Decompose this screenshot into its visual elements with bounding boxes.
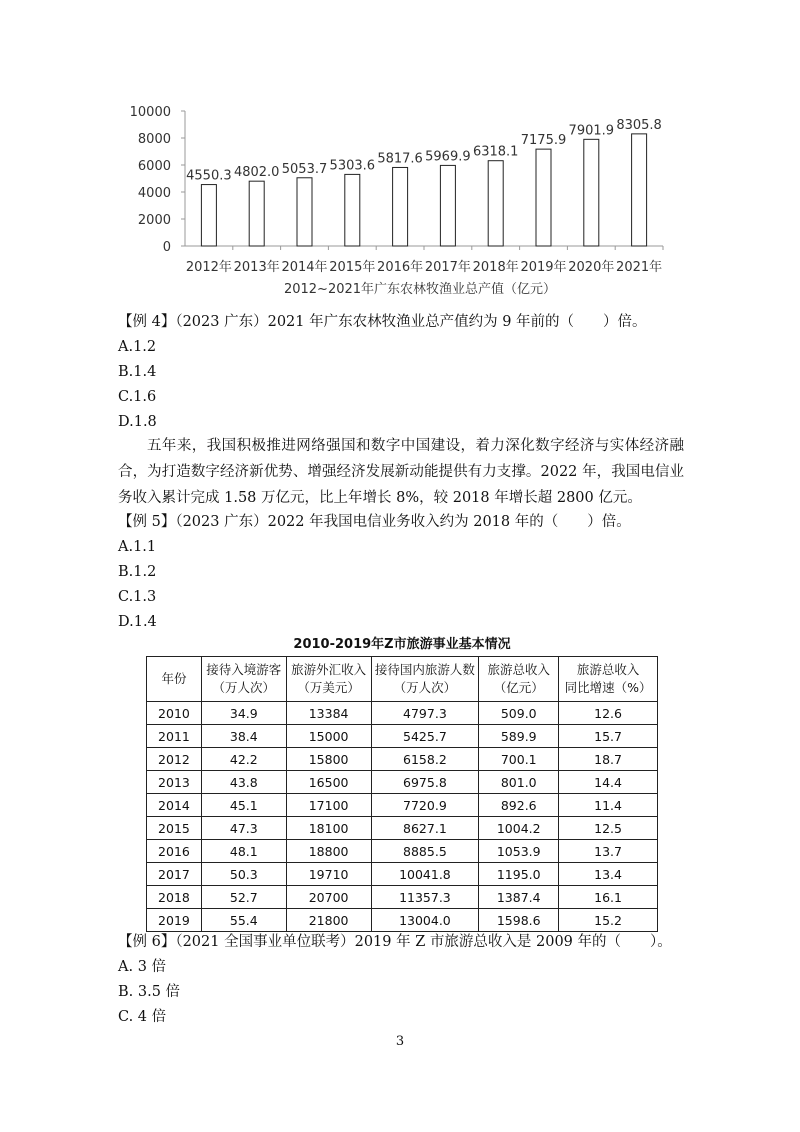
question-5-option-b: B.1.2 <box>118 564 157 580</box>
table-row <box>147 725 658 748</box>
bar <box>632 134 647 246</box>
y-tick-label: 0 <box>162 240 171 255</box>
bar <box>440 165 455 246</box>
question-5-option-d: D.1.4 <box>118 614 157 630</box>
table-cell: 12.5 <box>559 817 658 840</box>
table-cell: 700.1 <box>479 748 559 771</box>
table-cell: 15.2 <box>559 909 658 932</box>
table-cell: 7720.9 <box>371 794 479 817</box>
table-cell: 2016 <box>147 840 202 863</box>
x-tick-label: 2018年 <box>472 260 519 275</box>
table-cell: 15000 <box>286 725 371 748</box>
table-cell: 2017 <box>147 863 202 886</box>
table-row <box>147 886 658 909</box>
x-tick-label: 2019年 <box>520 260 567 275</box>
table-cell: 21800 <box>286 909 371 932</box>
table-row <box>147 817 658 840</box>
table-cell: 34.9 <box>201 702 286 725</box>
table-cell: 13.7 <box>559 840 658 863</box>
table-cell: 2012 <box>147 748 202 771</box>
table-cell: 55.4 <box>201 909 286 932</box>
table-cell: 16.1 <box>559 886 658 909</box>
table-cell: 14.4 <box>559 771 658 794</box>
question-6-option-c: C. 4 倍 <box>118 1009 167 1025</box>
bar-value-label: 5969.9 <box>425 149 471 165</box>
table-cell: 801.0 <box>479 771 559 794</box>
table-cell: 2014 <box>147 794 202 817</box>
question-4-option-d: D.1.8 <box>118 414 157 430</box>
x-tick-label: 2021年 <box>616 260 663 275</box>
question-6-option-a: A. 3 倍 <box>118 959 167 975</box>
table-cell: 42.2 <box>201 748 286 771</box>
bar <box>584 139 599 246</box>
y-tick-label: 8000 <box>137 132 171 147</box>
bar-value-label: 8305.8 <box>616 117 662 133</box>
table-cell: 2018 <box>147 886 202 909</box>
table-cell: 15.7 <box>559 725 658 748</box>
page-number: 3 <box>395 1034 405 1049</box>
header-forex-income: 旅游外汇收入 （万美元） <box>286 657 371 702</box>
table-row <box>147 702 658 725</box>
table-row <box>147 748 658 771</box>
y-tick-label: 4000 <box>137 186 171 201</box>
y-tick-label: 10000 <box>129 105 171 120</box>
passage-paragraph: 五年来，我国积极推进网络强国和数字中国建设，着力深化数字经济与实体经济融合，为打造数字经济新优势、增强经济发展新动能提供有力支撑。2022 年，我国电信业务收入累计完成 1.58 万亿元，比上年增长 8%，较 2018 年增长超 2800 亿元。 <box>118 438 684 506</box>
table-cell: 8885.5 <box>371 840 479 863</box>
table-cell: 1195.0 <box>479 863 559 886</box>
question-4-option-b: B.1.4 <box>118 364 157 380</box>
bar <box>297 178 312 246</box>
table-cell: 6975.8 <box>371 771 479 794</box>
header-income-growth: 旅游总收入 同比增速（%） <box>559 657 658 702</box>
header-inbound-visitors: 接待入境游客 （万人次） <box>201 657 286 702</box>
table-cell: 19710 <box>286 863 371 886</box>
table-cell: 50.3 <box>201 863 286 886</box>
table-cell: 47.3 <box>201 817 286 840</box>
bar-value-label: 7175.9 <box>520 133 567 149</box>
question-4-option-a: A.1.2 <box>118 339 157 355</box>
table-cell: 1004.2 <box>479 817 559 840</box>
bar-value-label: 6318.1 <box>472 144 519 160</box>
y-tick-label: 2000 <box>137 213 171 228</box>
table-cell: 1387.4 <box>479 886 559 909</box>
table-cell: 13384 <box>286 702 371 725</box>
table-cell: 18100 <box>286 817 371 840</box>
bar-chart <box>0 0 800 300</box>
table-cell: 10041.8 <box>371 863 479 886</box>
table-cell: 1053.9 <box>479 840 559 863</box>
tourism-table <box>146 656 658 932</box>
x-tick-label: 2015年 <box>329 260 376 275</box>
bar-value-label: 4802.0 <box>233 165 280 181</box>
bar <box>249 181 264 246</box>
table-cell: 17100 <box>286 794 371 817</box>
table-header-row <box>147 657 658 702</box>
table-cell: 589.9 <box>479 725 559 748</box>
table-cell: 12.6 <box>559 702 658 725</box>
question-4-stem: 【例 4】（2023 广东）2021 年广东农林牧渔业总产值约为 9 年前的（ ）倍。 <box>118 314 647 330</box>
bar-value-label: 5303.6 <box>329 158 376 174</box>
header-domestic-tourists: 接待国内旅游人数 （万人次） <box>371 657 479 702</box>
table-cell: 13004.0 <box>371 909 479 932</box>
question-6-stem: 【例 6】（2021 全国事业单位联考）2019 年 Z 市旅游总收入是 2009 年的（ ）。 <box>118 934 672 950</box>
table-cell: 509.0 <box>479 702 559 725</box>
table-cell: 1598.6 <box>479 909 559 932</box>
bar <box>488 161 503 246</box>
bar <box>201 185 216 246</box>
table-cell: 2011 <box>147 725 202 748</box>
table-cell: 5425.7 <box>371 725 479 748</box>
header-year: 年份 <box>147 657 202 702</box>
table-cell: 8627.1 <box>371 817 479 840</box>
x-tick-label: 2014年 <box>281 260 328 275</box>
bar-value-label: 4550.3 <box>186 168 232 184</box>
table-cell: 2019 <box>147 909 202 932</box>
table-cell: 20700 <box>286 886 371 909</box>
question-5-stem: 【例 5】（2023 广东）2022 年我国电信业务收入约为 2018 年的（ ）倍。 <box>118 514 631 530</box>
bar-value-label: 7901.9 <box>568 123 615 139</box>
table-cell: 38.4 <box>201 725 286 748</box>
table-cell: 892.6 <box>479 794 559 817</box>
table-cell: 4797.3 <box>371 702 479 725</box>
x-tick-label: 2016年 <box>377 260 424 275</box>
table-cell: 48.1 <box>201 840 286 863</box>
x-tick-label: 2020年 <box>568 260 615 275</box>
table-cell: 15800 <box>286 748 371 771</box>
table-cell: 2015 <box>147 817 202 840</box>
table-cell: 18.7 <box>559 748 658 771</box>
question-6-option-b: B. 3.5 倍 <box>118 984 181 1000</box>
table-cell: 2013 <box>147 771 202 794</box>
header-total-income: 旅游总收入 （亿元） <box>479 657 559 702</box>
question-5-option-a: A.1.1 <box>118 539 157 555</box>
table-cell: 18800 <box>286 840 371 863</box>
table-cell: 6158.2 <box>371 748 479 771</box>
bar <box>345 174 360 246</box>
question-5-option-c: C.1.3 <box>118 589 157 605</box>
table-title: 2010-2019年Z市旅游事业基本情况 <box>293 637 511 652</box>
table-row <box>147 909 658 932</box>
x-tick-label: 2012年 <box>185 260 232 275</box>
table-cell: 52.7 <box>201 886 286 909</box>
question-4-option-c: C.1.6 <box>118 389 157 405</box>
table-cell: 45.1 <box>201 794 286 817</box>
table-row <box>147 863 658 886</box>
table-row <box>147 771 658 794</box>
x-tick-label: 2013年 <box>233 260 280 275</box>
y-tick-label: 6000 <box>137 159 171 174</box>
table-cell: 11.4 <box>559 794 658 817</box>
table-cell: 11357.3 <box>371 886 479 909</box>
table-cell: 2010 <box>147 702 202 725</box>
chart-title: 2012~2021年广东农林牧渔业总产值（亿元） <box>283 282 557 297</box>
x-tick-label: 2017年 <box>424 260 471 275</box>
table-row <box>147 840 658 863</box>
table-cell: 13.4 <box>559 863 658 886</box>
bar <box>393 167 408 246</box>
bar <box>536 149 551 246</box>
table-cell: 16500 <box>286 771 371 794</box>
table-row <box>147 794 658 817</box>
bar-value-label: 5053.7 <box>281 161 328 177</box>
bar-value-label: 5817.6 <box>377 151 423 167</box>
table-cell: 43.8 <box>201 771 286 794</box>
